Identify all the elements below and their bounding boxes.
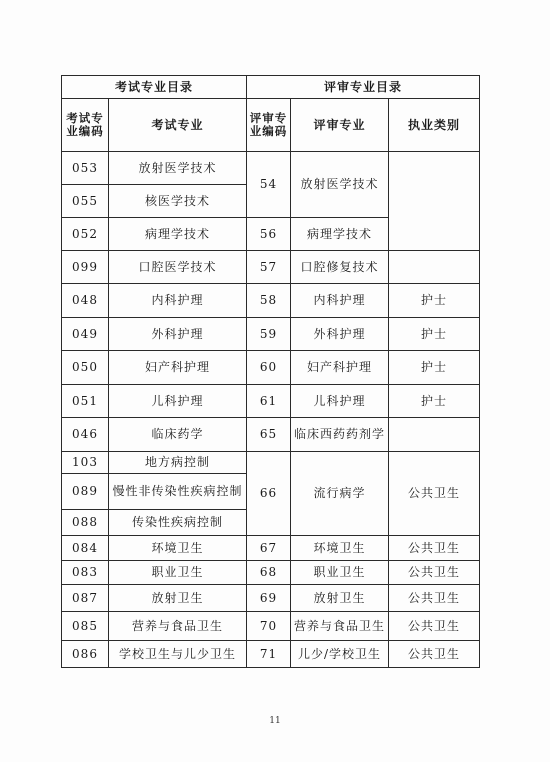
- review-major-cell: 营养与食品卫生: [291, 612, 389, 641]
- specialty-mapping-table: [61, 75, 480, 668]
- review-major-cell: 儿科护理: [291, 385, 389, 418]
- review-major-cell: 儿少/学校卫生: [291, 641, 389, 668]
- table-row: [62, 152, 480, 185]
- review-code-cell: 61: [247, 385, 291, 418]
- exam-major-cell: 传染性疾病控制: [109, 510, 247, 536]
- practice-category-cell: [389, 251, 480, 284]
- exam-catalog-title: 考试专业目录: [62, 76, 247, 99]
- review-code-cell: 58: [247, 284, 291, 318]
- exam-major-cell: 营养与食品卫生: [109, 612, 247, 641]
- exam-code-cell: 083: [62, 561, 109, 585]
- header-exam-code: 考试专业编码: [62, 99, 109, 152]
- exam-major-cell: 环境卫生: [109, 536, 247, 561]
- exam-major-cell: 职业卫生: [109, 561, 247, 585]
- table-row: [62, 585, 480, 612]
- exam-code-cell: 051: [62, 385, 109, 418]
- review-major-cell: 病理学技术: [291, 218, 389, 251]
- practice-category-cell: 护士: [389, 385, 480, 418]
- exam-major-cell: 外科护理: [109, 318, 247, 351]
- table-row: [62, 561, 480, 585]
- exam-major-cell: 病理学技术: [109, 218, 247, 251]
- exam-major-cell: 儿科护理: [109, 385, 247, 418]
- exam-major-cell: 口腔医学技术: [109, 251, 247, 284]
- table-row: [62, 251, 480, 284]
- review-major-cell: 临床西药药剂学: [291, 418, 389, 452]
- header-review-major: 评审专业: [291, 99, 389, 152]
- practice-category-cell: 护士: [389, 284, 480, 318]
- practice-category-cell: [389, 152, 480, 251]
- review-code-cell: 60: [247, 351, 291, 385]
- review-code-cell: 57: [247, 251, 291, 284]
- exam-code-cell: 052: [62, 218, 109, 251]
- header-review-code: 评审专业编码: [247, 99, 291, 152]
- table-row: [62, 452, 480, 474]
- header-exam-major: 考试专业: [109, 99, 247, 152]
- review-code-cell: 65: [247, 418, 291, 452]
- review-code-cell: 54: [247, 152, 291, 218]
- practice-category-cell: 公共卫生: [389, 585, 480, 612]
- table-row: [62, 284, 480, 318]
- review-major-cell: 流行病学: [291, 452, 389, 536]
- review-code-cell: 69: [247, 585, 291, 612]
- exam-major-cell: 慢性非传染性疾病控制: [109, 474, 247, 510]
- header-practice-category: 执业类别: [389, 99, 480, 152]
- exam-major-cell: 学校卫生与儿少卫生: [109, 641, 247, 668]
- exam-code-cell: 089: [62, 474, 109, 510]
- practice-category-cell: 公共卫生: [389, 561, 480, 585]
- table-row: [62, 612, 480, 641]
- review-major-cell: 放射医学技术: [291, 152, 389, 218]
- exam-code-cell: 099: [62, 251, 109, 284]
- exam-major-cell: 放射卫生: [109, 585, 247, 612]
- review-major-cell: 妇产科护理: [291, 351, 389, 385]
- table-row: [62, 418, 480, 452]
- practice-category-cell: 护士: [389, 318, 480, 351]
- exam-code-cell: 048: [62, 284, 109, 318]
- review-code-cell: 71: [247, 641, 291, 668]
- practice-category-cell: 公共卫生: [389, 641, 480, 668]
- exam-major-cell: 地方病控制: [109, 452, 247, 474]
- table-row: [62, 536, 480, 561]
- table-row: [62, 385, 480, 418]
- exam-major-cell: 核医学技术: [109, 185, 247, 218]
- table-row: [62, 641, 480, 668]
- exam-code-cell: 053: [62, 152, 109, 185]
- page-number: 11: [269, 716, 281, 726]
- review-major-cell: 口腔修复技术: [291, 251, 389, 284]
- exam-major-cell: 临床药学: [109, 418, 247, 452]
- exam-major-cell: 妇产科护理: [109, 351, 247, 385]
- review-major-cell: 外科护理: [291, 318, 389, 351]
- review-code-cell: 70: [247, 612, 291, 641]
- review-code-cell: 67: [247, 536, 291, 561]
- table-row: [62, 318, 480, 351]
- exam-major-cell: 内科护理: [109, 284, 247, 318]
- exam-code-cell: 050: [62, 351, 109, 385]
- review-major-cell: 环境卫生: [291, 536, 389, 561]
- exam-code-cell: 049: [62, 318, 109, 351]
- practice-category-cell: [389, 418, 480, 452]
- review-major-cell: 内科护理: [291, 284, 389, 318]
- column-header-row: [62, 99, 480, 152]
- section-header-row: [62, 76, 480, 99]
- review-major-cell: 放射卫生: [291, 585, 389, 612]
- exam-code-cell: 046: [62, 418, 109, 452]
- exam-major-cell: 放射医学技术: [109, 152, 247, 185]
- review-code-cell: 66: [247, 452, 291, 536]
- exam-code-cell: 088: [62, 510, 109, 536]
- practice-category-cell: 公共卫生: [389, 536, 480, 561]
- table-row: [62, 351, 480, 385]
- review-catalog-title: 评审专业目录: [247, 76, 480, 99]
- review-code-cell: 56: [247, 218, 291, 251]
- exam-code-cell: 055: [62, 185, 109, 218]
- review-major-cell: 职业卫生: [291, 561, 389, 585]
- exam-code-cell: 103: [62, 452, 109, 474]
- review-code-cell: 68: [247, 561, 291, 585]
- exam-code-cell: 087: [62, 585, 109, 612]
- review-code-cell: 59: [247, 318, 291, 351]
- exam-code-cell: 084: [62, 536, 109, 561]
- exam-code-cell: 086: [62, 641, 109, 668]
- exam-code-cell: 085: [62, 612, 109, 641]
- practice-category-cell: 公共卫生: [389, 452, 480, 536]
- practice-category-cell: 护士: [389, 351, 480, 385]
- practice-category-cell: 公共卫生: [389, 612, 480, 641]
